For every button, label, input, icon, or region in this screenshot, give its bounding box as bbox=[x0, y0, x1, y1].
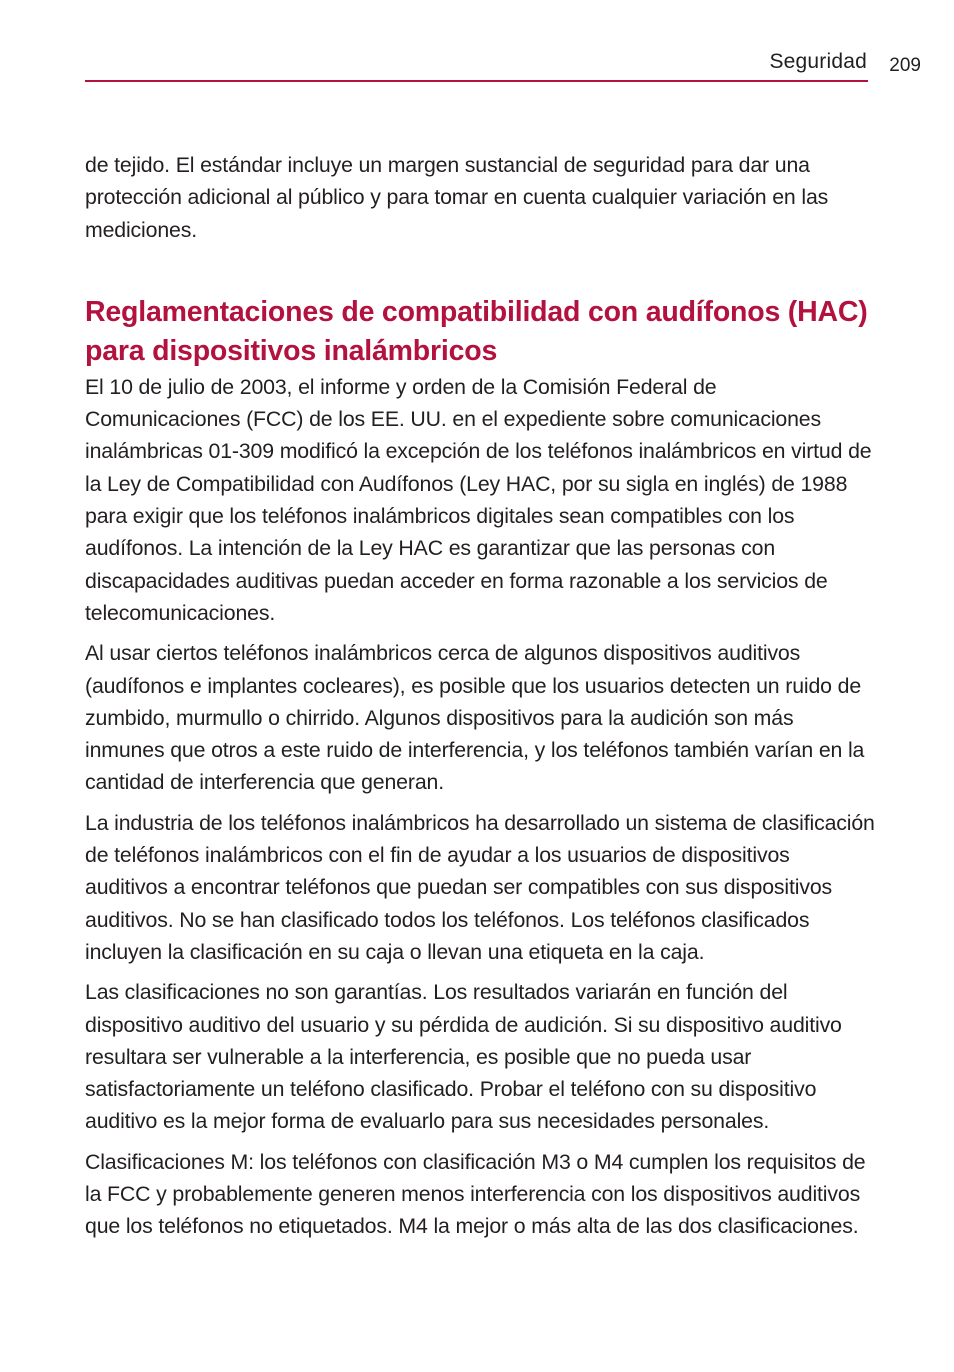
section-title: Seguridad bbox=[769, 50, 867, 73]
body-paragraph: El 10 de julio de 2003, el informe y orden de la Comisión Federal de Comunicaciones (FCC) de los EE. UU. en el expediente sobre comunicaciones inalámbricas 01-309 modificó la excepción de los teléfonos inalámbricos en virtud de la Ley de Compatibilidad con Audífonos (Ley HAC, por su sigla en inglés) de 1988 para exigir que los teléfonos inalámbricos digitales sean compatibles con los audífonos. La intención de la Ley HAC es garantizar que las personas con discapacidades auditivas puedan acceder en forma razonable a los servicios de telecomunicaciones. bbox=[85, 374, 872, 625]
body-paragraph: Las clasificaciones no son garantías. Los resultados variarán en función del dispositivo auditivo del usuario y su pérdida de audición. Si su dispositivo auditivo resultara ser vulnerable a la interferencia, es posible que no pueda usar satisfactoriamente un teléfono clasificado. Probar el teléfono con su dispositivo auditivo es la mejor forma de evaluarlo para sus necesidades personales. bbox=[85, 980, 842, 1134]
body-paragraph: Clasificaciones M: los teléfonos con clasificación M3 o M4 cumplen los requisitos de la FCC y probablemente generen menos interferencia con los dispositivos auditivos que los teléfonos no etiquetados. M4 la mejor o más alta de las dos clasificaciones. bbox=[85, 1149, 866, 1239]
section-heading: Reglamentaciones de compatibilidad con audífonos (HAC) para dispositivos inalámbricos bbox=[85, 295, 868, 367]
header-divider bbox=[85, 80, 868, 82]
body-paragraph: La industria de los teléfonos inalámbricos ha desarrollado un sistema de clasificación de teléfonos inalámbricos con el fin de ayudar a los usuarios de dispositivos auditivos a encontrar teléfonos que puedan ser compatibles con sus dispositivos auditivos. No se han clasificado todos los teléfonos. Los teléfonos clasificados incluyen la clasificación en su caja o llevan una etiqueta en la caja. bbox=[85, 810, 875, 964]
page-header bbox=[85, 50, 925, 82]
intro-paragraph: de tejido. El estándar incluye un margen sustancial de seguridad para dar una protección adicional al público y para tomar en cuenta cualquier variación en las mediciones. bbox=[85, 153, 829, 242]
body-paragraph: Al usar ciertos teléfonos inalámbricos cerca de algunos dispositivos auditivos (audífonos e implantes cocleares), es posible que los usuarios detecten un ruido de zumbido, murmullo o chirrido. Algunos dispositivos para la audición son más inmunes que otros a este ruido de interferencia, y los teléfonos también varían en la cantidad de interferencia que generan. bbox=[85, 641, 865, 795]
page-content bbox=[85, 149, 875, 1251]
page-number: 209 bbox=[889, 55, 921, 76]
